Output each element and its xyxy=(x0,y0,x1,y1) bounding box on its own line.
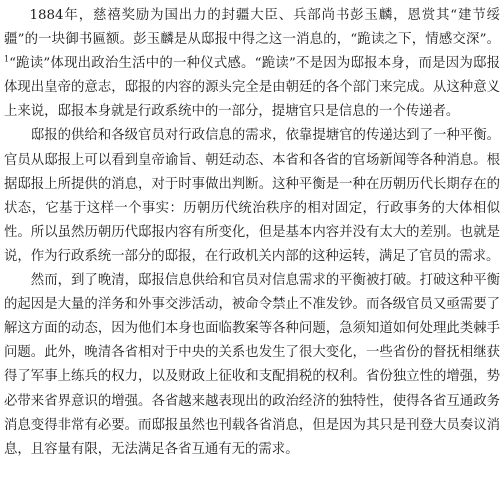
paragraph-1-text-after-note: “跪读”体现出政治生活中的一种仪式感。“跪读”不是因为邸报本身，而是因为邸报体现出皇帝的意志，邸报的内容的源头完全是由朝廷的各个部门来完成。从这种意义上来说，邸报本身就是行政系统中的一部分，提塘官只是信息的一个传递者。 xyxy=(4,56,500,120)
paragraph-1 xyxy=(4,4,500,124)
paragraph-3: 然而，到了晚清，邸报信息供给和官员对信息需求的平衡被打破。打破这种平衡的起因是大量的洋务和外事交涉活动，被命令禁止不准发钞。而各级官员又亟需要了解这方面的动态，因为他们本身也面临教案等各种问题，急须知道如何处理此类棘手问题。此外，晚清各省相对于中央的关系也发生了很大变化，一些省份的督抚相继获得了军事上练兵的权力，以及财政上征收和支配捐税的权利。省份独立性的增强，势必带来省界意识的增强。各省越来越表现出的政治经济的独特性，使得各省互通政务消息变得非常有必要。而邸报虽然也刊载各省消息，但是因为其只是刊登大员奏议消息，且容量有限，无法满足各省互通有无的需求。 xyxy=(4,273,500,457)
footnote-marker[interactable]: 1 xyxy=(4,54,10,64)
paragraph-2: 邸报的供给和各级官员对行政信息的需求，依靠提塘官的传递达到了一种平衡。官员从邸报上可以看到皇帝谕旨、朝廷动态、本省和各省的官场新闻等各种消息。根据邸报上所提供的消息，对于时事做出判断。这种平衡是一种在历朝历代长期存在的状态，它基于这样一个事实：历朝历代统治秩序的相对固定，行政事务的大体相似性。所以虽然历朝历代邸报内容有所变化，但是基本内容并没有太大的差别。也就是说，作为行政系统一部分的邸报，在行政机关内部的这种运转，满足了官员的需求。 xyxy=(4,128,500,264)
document-body xyxy=(4,4,500,462)
paragraph-1-text-before-note: 1884年，慈禧奖励为国出力的封疆大臣、兵部尚书彭玉麟，恩赏其“建节绥疆”的一块御书匾额。彭玉麟是从邸报中得之这一消息的，“跪读之下，情感交深”。 xyxy=(4,8,500,48)
